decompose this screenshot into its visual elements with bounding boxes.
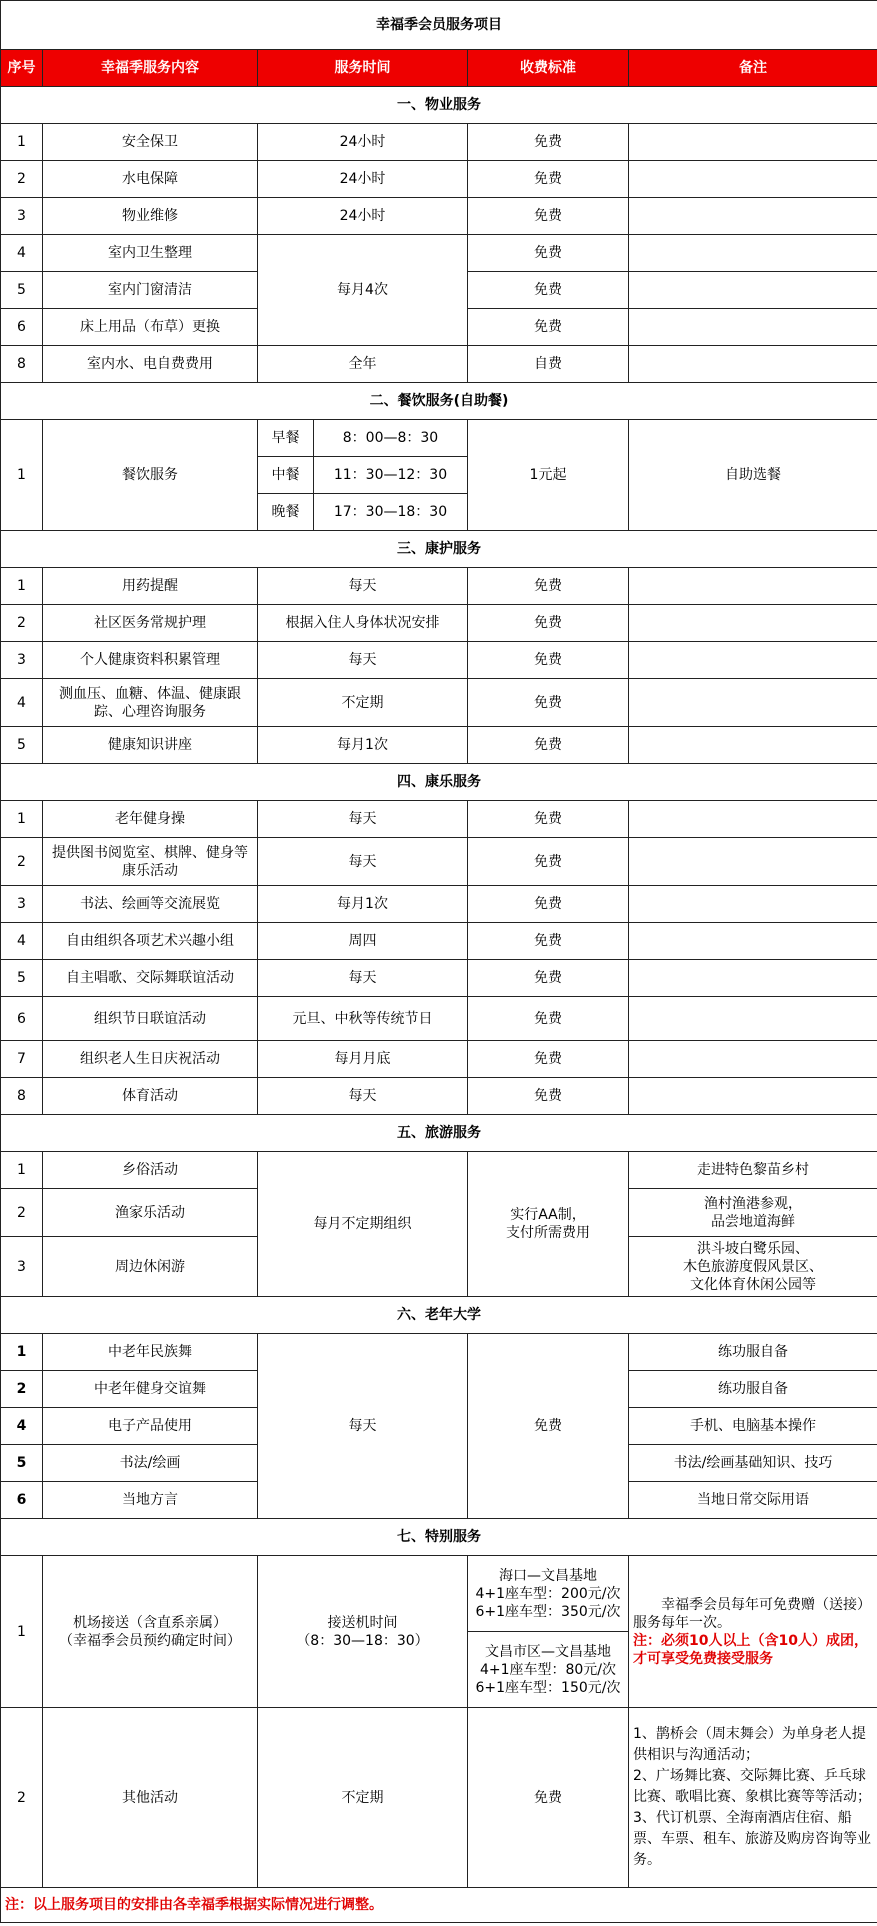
table-row: 5 室内门窗清洁 免费 xyxy=(1,272,877,309)
table-row: 1 老年健身操 每天 免费 xyxy=(1,801,877,838)
header-content: 幸福季服务内容 xyxy=(43,50,258,87)
meal-time: 8：00—8：30 xyxy=(314,420,468,457)
meal-name: 早餐 xyxy=(258,420,314,457)
meal-time: 11：30—12：30 xyxy=(314,457,468,494)
table-row: 6 组织节日联谊活动 元旦、中秋等传统节日 免费 xyxy=(1,997,877,1041)
table-row: 2 水电保障 24小时 免费 xyxy=(1,161,877,198)
header-fee: 收费标准 xyxy=(468,50,629,87)
table-row: 7 组织老人生日庆祝活动 每月月底 免费 xyxy=(1,1041,877,1078)
table-row: 1 中老年民族舞 每天 免费 练功服自备 xyxy=(1,1334,877,1371)
section-title-recreation: 四、康乐服务 xyxy=(1,764,877,801)
table-row: 6 床上用品（布草）更换 免费 xyxy=(1,309,877,346)
section-title-property: 一、物业服务 xyxy=(1,87,877,124)
section-title-health: 三、康护服务 xyxy=(1,531,877,568)
table-row: 2 渔家乐活动 渔村渔港参观， 品尝地道海鲜 xyxy=(1,1189,877,1237)
section-title-special: 七、特别服务 xyxy=(1,1519,877,1556)
table-row: 3 书法、绘画等交流展览 每月1次 免费 xyxy=(1,886,877,923)
table-row: 8 体育活动 每天 免费 xyxy=(1,1078,877,1115)
table-row: 4 自由组织各项艺术兴趣小组 周四 免费 xyxy=(1,923,877,960)
table-row: 1 机场接送（含直系亲属） （幸福季会员预约确定时间） 接送机时间 （8：30—18：30） 海口—文昌基地 4+1座车型：200元/次 6+1座车型：350元/次 幸福季会员每年可免费赠（送接）服务每年一次。 注：必须10人以上（含10人）成团，才可享受免费接受服务 xyxy=(1,1556,877,1632)
section-title-travel: 五、旅游服务 xyxy=(1,1115,877,1152)
table-row: 2 中老年健身交谊舞 练功服自备 xyxy=(1,1371,877,1408)
table-row: 5 书法/绘画 书法/绘画基础知识、技巧 xyxy=(1,1445,877,1482)
meal-name: 晚餐 xyxy=(258,494,314,531)
table-row: 4 测血压、血糖、体温、健康跟踪、心理咨询服务 不定期 免费 xyxy=(1,679,877,727)
table-row: 5 健康知识讲座 每月1次 免费 xyxy=(1,727,877,764)
fee-route-a: 海口—文昌基地 4+1座车型：200元/次 6+1座车型：350元/次 xyxy=(468,1556,629,1632)
table-row: 2 社区医务常规护理 根据入住人身体状况安排 免费 xyxy=(1,605,877,642)
table-row: 1 安全保卫 24小时 免费 xyxy=(1,124,877,161)
fee-route-b: 文昌市区—文昌基地 4+1座车型：80元/次 6+1座车型：150元/次 xyxy=(468,1632,629,1708)
table-row: 5 自主唱歌、交际舞联谊活动 每天 免费 xyxy=(1,960,877,997)
table-row: 4 室内卫生整理 每月4次 免费 xyxy=(1,235,877,272)
table-header-row xyxy=(1,50,877,87)
table-row: 1 乡俗活动 每月不定期组织 实行AA制， 支付所需费用 走进特色黎苗乡村 xyxy=(1,1152,877,1189)
table-row: 6 当地方言 当地日常交际用语 xyxy=(1,1482,877,1519)
meal-time: 17：30—18：30 xyxy=(314,494,468,531)
table-row: 2 其他活动 不定期 免费 1、鹊桥会（周末舞会）为单身老人提供相识与沟通活动； 2、广场舞比赛、交际舞比赛、乒乓球比赛、歌唱比赛、象棋比赛等等活动； 3、代订机票、全海南酒店住宿、船票、车票、租车、旅游及购房咨询等业务。 xyxy=(1,1708,877,1888)
table-row: 1 用药提醒 每天 免费 xyxy=(1,568,877,605)
section-title-dining: 二、餐饮服务(自助餐) xyxy=(1,383,877,420)
header-time: 服务时间 xyxy=(258,50,468,87)
merged-time-cell: 每月4次 xyxy=(258,235,468,346)
meal-name: 中餐 xyxy=(258,457,314,494)
header-no: 序号 xyxy=(1,50,43,87)
table-row: 2 提供图书阅览室、棋牌、健身等康乐活动 每天 免费 xyxy=(1,838,877,886)
table-row: 3 周边休闲游 洪斗坡白鹭乐园、 木色旅游度假风景区、 文化体育休闲公园等 xyxy=(1,1237,877,1297)
page-title: 幸福季会员服务项目 xyxy=(1,1,877,50)
table-row: 8 室内水、电自费费用 全年 自费 xyxy=(1,346,877,383)
table-row: 3 物业维修 24小时 免费 xyxy=(1,198,877,235)
table-row: 3 个人健康资料积累管理 每天 免费 xyxy=(1,642,877,679)
section-title-university: 六、老年大学 xyxy=(1,1297,877,1334)
footer-note: 注：以上服务项目的安排由各幸福季根据实际情况进行调整。 xyxy=(1,1888,877,1923)
header-remark: 备注 xyxy=(629,50,877,87)
table-row: 4 电子产品使用 手机、电脑基本操作 xyxy=(1,1408,877,1445)
table-row: 1 餐饮服务 早餐 8：00—8：30 1元起 自助选餐 xyxy=(1,420,877,457)
